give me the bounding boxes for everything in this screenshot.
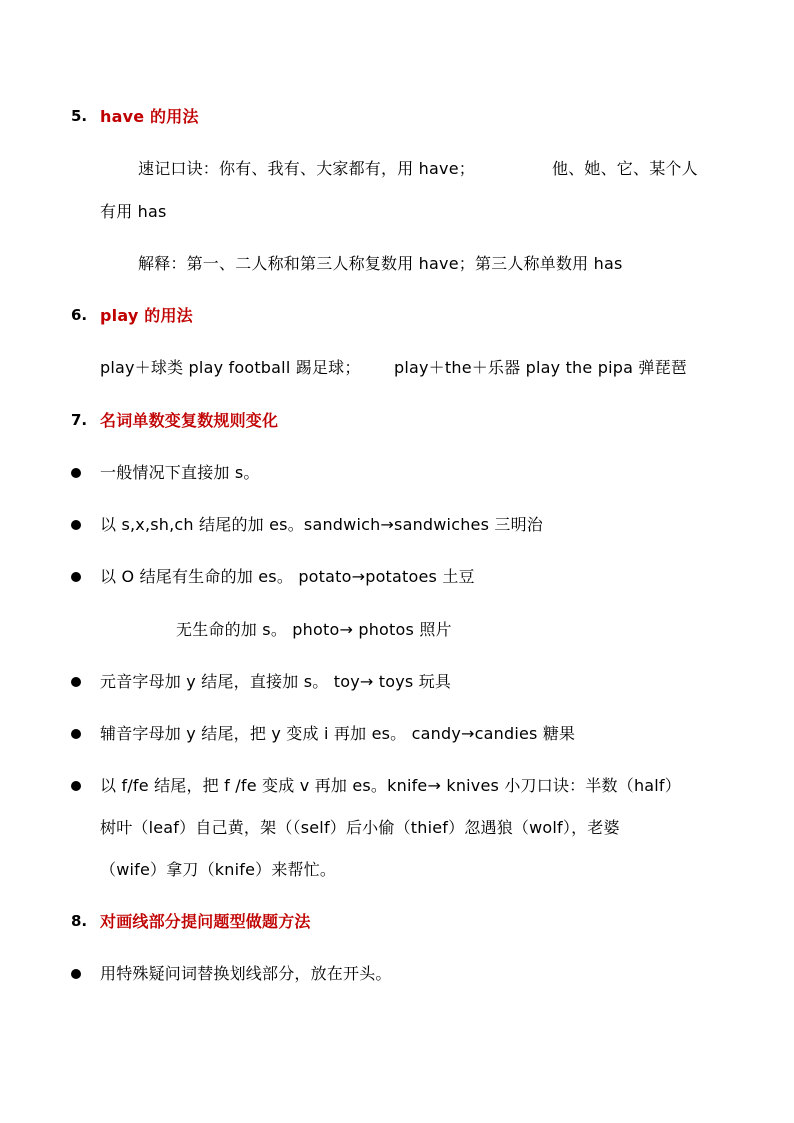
bullet-icon (71, 781, 81, 791)
rule-item-continued: 树叶（leaf）自己黄，架（（self）后小偷（thief）忽遇狼（wolf），老婆 (100, 818, 620, 837)
rule-item-sub: 无生命的加 s。 photo→ photos 照片 (176, 620, 452, 639)
bullet-icon (71, 572, 81, 582)
bullet-icon (71, 729, 81, 739)
method-item: 用特殊疑问词替换划线部分，放在开头。 (100, 964, 392, 983)
rule-item-continued: （wife）拿刀（knife）来帮忙。 (100, 860, 337, 879)
section-number-5: 5. (71, 107, 88, 125)
section-number-8: 8. (71, 912, 88, 930)
rule-item: 辅音字母加 y 结尾，把 y 变成 i 再加 es。 candy→candies 糖果 (100, 724, 576, 743)
bullet-icon (71, 969, 81, 979)
play-instrument-example: play＋the＋乐器 play the pipa 弹琵琶 (394, 358, 687, 377)
section-title-6: play 的用法 (100, 306, 193, 325)
mnemonic-have-line1: 速记口诀：你有、我有、大家都有，用 have； (138, 159, 475, 178)
bullet-icon (71, 468, 81, 478)
section-number-6: 6. (71, 306, 88, 324)
rule-item: 元音字母加 y 结尾，直接加 s。 toy→ toys 玩具 (100, 672, 452, 691)
rule-item: 以 f/fe 结尾，把 f /fe 变成 v 再加 es。knife→ knives 小刀口诀：半数（half） (100, 776, 681, 795)
rule-item: 以 O 结尾有生命的加 es。 potato→potatoes 土豆 (100, 567, 475, 586)
bullet-icon (71, 677, 81, 687)
section-title-5: have 的用法 (100, 107, 199, 126)
bullet-icon (71, 520, 81, 530)
section-number-7: 7. (71, 411, 88, 429)
mnemonic-have-line1b: 他、她、它、某个人 (552, 159, 698, 178)
section-title-8: 对画线部分提问题型做题方法 (100, 912, 311, 931)
rule-item: 以 s,x,sh,ch 结尾的加 es。sandwich→sandwiches 三明治 (100, 515, 543, 534)
play-ball-example: play＋球类 play football 踢足球； (100, 358, 361, 377)
mnemonic-have-line2: 有用 has (100, 202, 167, 221)
section-title-7: 名词单数变复数规则变化 (100, 411, 279, 430)
rule-item: 一般情况下直接加 s。 (100, 463, 260, 482)
explanation-have: 解释：第一、二人称和第三人称复数用 have；第三人称单数用 has (138, 254, 623, 273)
